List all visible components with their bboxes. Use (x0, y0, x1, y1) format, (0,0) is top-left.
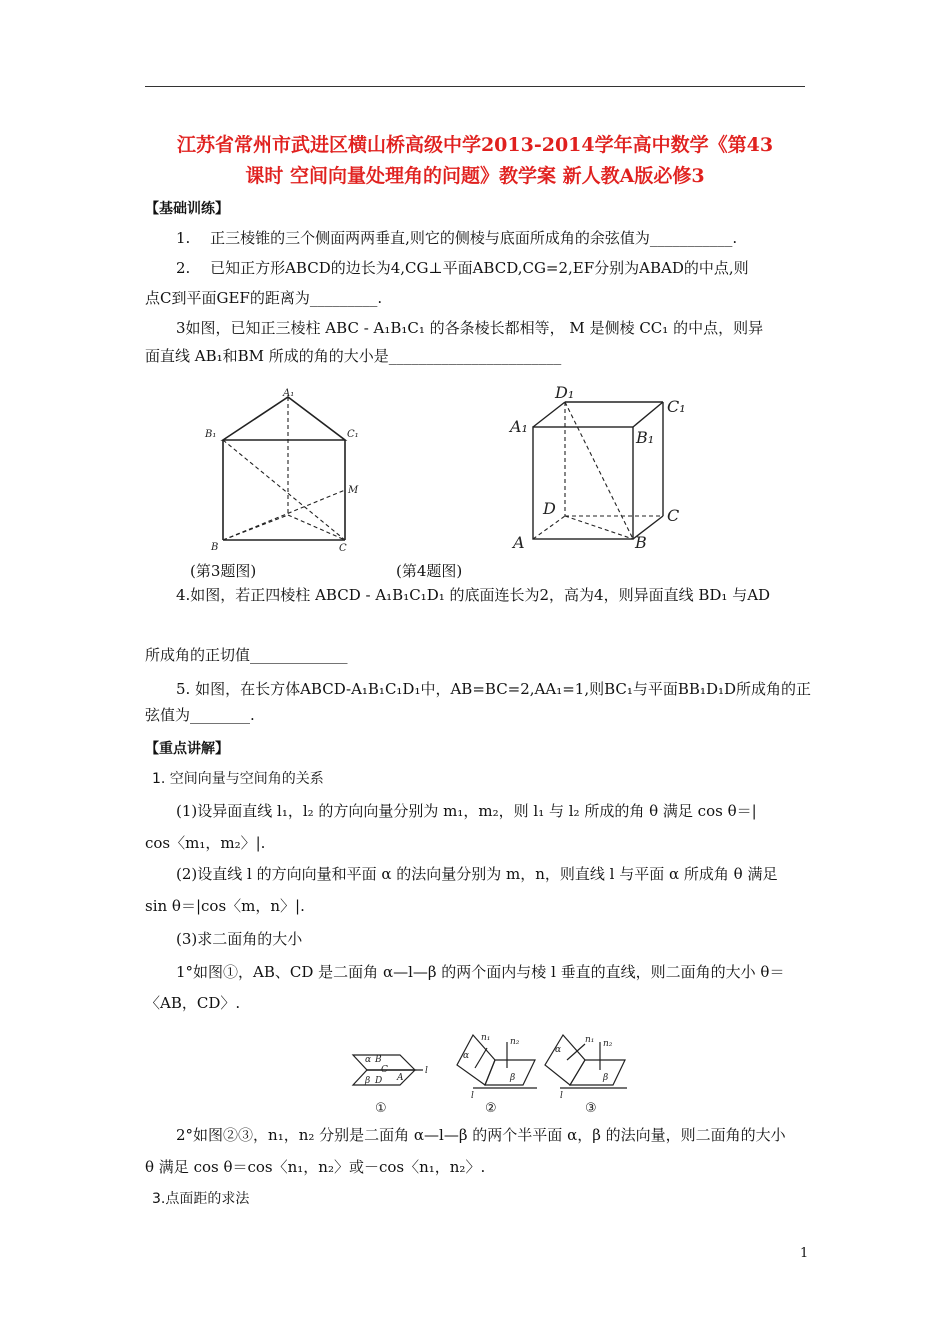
d3-label-l: l (560, 1091, 563, 1101)
d1-label-c: C (381, 1065, 388, 1075)
question-2-line-2: 点C到平面GEF的距离为_________. (145, 289, 383, 307)
diagram-1-label: ① (375, 1101, 387, 1116)
dihedral-diagrams (345, 1030, 645, 1118)
d2-label-l: l (471, 1091, 474, 1101)
point-1-heading: 1. 空间向量与空间角的关系 (152, 771, 324, 787)
point-3-line-4: θ 满足 cos θ＝cos〈n₁，n₂〉或－cos〈n₁，n₂〉. (145, 1158, 486, 1176)
d1-label-l: l (425, 1066, 428, 1076)
fig4-label-b1: B₁ (636, 428, 655, 447)
fig4-label-a1: A₁ (510, 417, 528, 436)
d1-label-a: A (397, 1073, 404, 1083)
fig3-label-c: C (339, 543, 347, 554)
figure-4-cuboid (505, 380, 700, 555)
point-3-line-1: 1°如图①，AB、CD 是二面角 α—l—β 的两个面内与棱 l 垂直的直线，则二面角的大小 θ＝ (176, 963, 785, 981)
point-1-line-2: cos〈m₁，m₂〉|. (145, 834, 266, 852)
page-title (145, 130, 805, 192)
question-3-line-2: 面直线 AB₁和BM 所成的角的大小是_______________________ (145, 347, 562, 365)
fig4-label-d: D (543, 499, 556, 518)
fig4-label-b: B (635, 533, 647, 552)
fig4-label-c: C (667, 506, 680, 525)
d1-label-beta: β (365, 1076, 371, 1086)
point-3-line-2: 〈AB，CD〉. (145, 994, 241, 1012)
header-rule (145, 86, 805, 87)
question-5-line-1: 5. 如图，在长方体ABCD-A₁B₁C₁D₁中，AB=BC=2,AA₁=1,则BC₁与平面BB₁D₁D所成角的正 (176, 680, 812, 698)
fig3-label-b: B (211, 542, 219, 553)
question-2-line-1: 2. 已知正方形ABCD的边长为4,CG⊥平面ABCD,CG=2,EF分别为ABAD的中点,则 (176, 259, 749, 277)
d3-label-alpha: α (555, 1045, 562, 1055)
fig4-label-c1: C₁ (667, 397, 686, 416)
fig3-label-m: M (348, 485, 359, 496)
point-3-heading: (3)求二面角的大小 (176, 930, 303, 948)
d1-label-alpha: α (365, 1055, 372, 1065)
page-number: 1 (800, 1246, 809, 1261)
d3-label-n1: n₁ (585, 1035, 595, 1045)
figure-3-prism (195, 385, 365, 560)
title-line-2: 课时 空间向量处理角的问题》教学案 新人教A版必修3 (245, 165, 705, 187)
fig4-label-a: A (513, 533, 525, 552)
d2-label-beta: β (510, 1073, 516, 1083)
d1-label-b: B (375, 1055, 382, 1065)
question-3-line-1: 3如图，已知正三棱柱 ABC - A₁B₁C₁ 的各条棱长都相等， M 是侧棱 CC₁ 的中点，则异 (176, 319, 764, 337)
fig3-label-c1: C₁ (347, 429, 359, 440)
fig3-label-a1: A₁ (283, 388, 295, 399)
question-1: 1. 正三棱锥的三个侧面两两垂直,则它的侧棱与底面所成角的余弦值为___________. (176, 229, 738, 247)
figure-4-caption: (第4题图) (396, 562, 463, 580)
point-2-line-1: (2)设直线 l 的方向向量和平面 α 的法向量分别为 m，n，则直线 l 与平面 α 所成角 θ 满足 (176, 865, 778, 883)
d1-label-d: D (375, 1076, 383, 1086)
d2-label-n1: n₁ (481, 1033, 491, 1043)
d3-label-n2: n₂ (603, 1039, 613, 1049)
diagram-2-label: ② (485, 1101, 497, 1116)
d2-label-alpha: α (463, 1051, 470, 1061)
point-3-heading-distance: 3.点面距的求法 (152, 1191, 250, 1207)
section-basic-training: 【基础训练】 (145, 201, 229, 217)
fig4-label-d1: D₁ (555, 383, 575, 402)
section-key-points: 【重点讲解】 (145, 741, 229, 757)
d3-label-beta: β (603, 1073, 609, 1083)
diagram-3-label: ③ (585, 1101, 597, 1116)
question-5-line-2: 弦值为________. (145, 706, 255, 724)
point-1-line-1: (1)设异面直线 l₁，l₂ 的方向向量分别为 m₁，m₂，则 l₁ 与 l₂ 所成的角 θ 满足 cos θ＝| (176, 802, 757, 820)
question-4-line-2: 所成角的正切值_____________ (145, 646, 348, 664)
point-3-line-3: 2°如图②③，n₁，n₂ 分别是二面角 α—l—β 的两个半平面 α，β 的法向量，则二面角的大小 (176, 1126, 786, 1144)
d2-label-n2: n₂ (510, 1037, 520, 1047)
title-line-1: 江苏省常州市武进区横山桥高级中学2013-2014学年高中数学《第43 (176, 134, 774, 156)
point-2-line-2: sin θ＝|cos〈m，n〉|. (145, 897, 305, 915)
fig3-label-b1: B₁ (205, 429, 217, 440)
question-4-line-1: 4.如图，若正四棱柱 ABCD - A₁B₁C₁D₁ 的底面连长为2，高为4，则异面直线 BD₁ 与AD (176, 586, 771, 604)
figure-3-caption: (第3题图) (190, 562, 257, 580)
